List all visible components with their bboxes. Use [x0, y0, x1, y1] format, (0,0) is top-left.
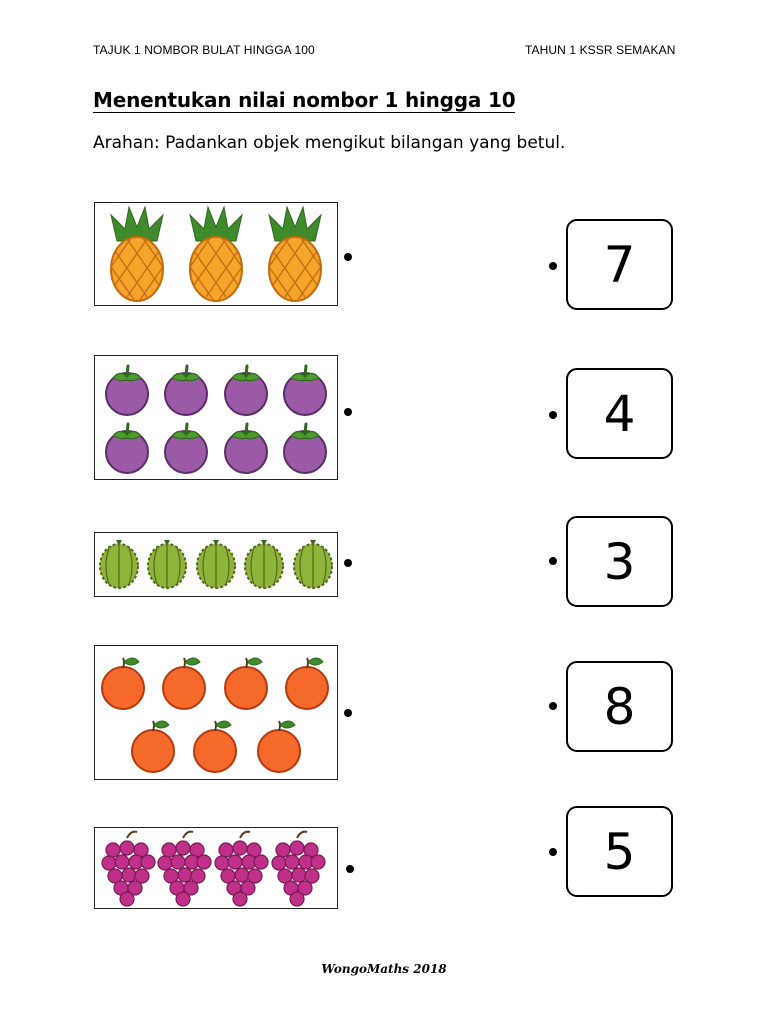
fruit-box-oranges[interactable] — [94, 645, 338, 780]
match-dot-left-3[interactable] — [344, 559, 352, 567]
match-dot-right-5[interactable] — [549, 848, 557, 856]
page-title: Menentukan nilai nombor 1 hingga 10 — [93, 88, 516, 112]
mangosteen-group — [95, 356, 337, 479]
mangosteen-icon — [106, 366, 148, 415]
grapes-group — [95, 828, 337, 908]
header-topic: TAJUK 1 NOMBOR BULAT HINGGA 100 — [93, 43, 315, 57]
durian-group — [95, 533, 337, 596]
durian-icon — [294, 540, 332, 588]
footer-credit: WongoMaths 2018 — [321, 962, 447, 976]
orange-icon — [258, 721, 300, 772]
number-box-5[interactable]: 5 — [566, 806, 673, 897]
orange-icon — [225, 658, 267, 709]
mangosteen-icon — [225, 424, 267, 473]
instruction-text: Arahan: Padankan objek mengikut bilangan yang betul. — [93, 133, 566, 153]
fruit-box-pineapples[interactable] — [94, 202, 338, 306]
match-dot-left-4[interactable] — [344, 709, 352, 717]
orange-icon — [132, 721, 174, 772]
mangosteen-icon — [106, 424, 148, 473]
fruit-box-grapes[interactable] — [94, 827, 338, 909]
orange-group — [95, 646, 337, 779]
match-dot-right-3[interactable] — [549, 557, 557, 565]
durian-icon — [245, 540, 283, 588]
number-box-3[interactable]: 3 — [566, 516, 673, 607]
match-dot-left-5[interactable] — [346, 865, 354, 873]
match-dot-right-1[interactable] — [549, 262, 557, 270]
grapes-icon — [215, 832, 268, 906]
number-box-2[interactable]: 4 — [566, 368, 673, 459]
mangosteen-icon — [284, 366, 326, 415]
pineapple-icon — [269, 207, 321, 301]
pineapple-icon — [190, 207, 242, 301]
grapes-icon — [102, 832, 155, 906]
mangosteen-icon — [165, 424, 207, 473]
mangosteen-icon — [284, 424, 326, 473]
match-dot-right-4[interactable] — [549, 702, 557, 710]
durian-icon — [197, 540, 235, 588]
durian-icon — [148, 540, 186, 588]
mangosteen-icon — [165, 366, 207, 415]
number-box-1[interactable]: 7 — [566, 219, 673, 310]
pineapple-group — [95, 203, 337, 305]
match-dot-right-2[interactable] — [549, 411, 557, 419]
fruit-box-mangosteens[interactable] — [94, 355, 338, 480]
grapes-icon — [272, 832, 325, 906]
number-box-4[interactable]: 8 — [566, 661, 673, 752]
header-grade: TAHUN 1 KSSR SEMAKAN — [525, 43, 676, 57]
match-dot-left-2[interactable] — [344, 408, 352, 416]
orange-icon — [102, 658, 144, 709]
fruit-box-durians[interactable] — [94, 532, 338, 597]
orange-icon — [163, 658, 205, 709]
grapes-icon — [158, 832, 211, 906]
durian-icon — [100, 540, 138, 588]
orange-icon — [194, 721, 236, 772]
match-dot-left-1[interactable] — [344, 253, 352, 261]
orange-icon — [286, 658, 328, 709]
mangosteen-icon — [225, 366, 267, 415]
pineapple-icon — [111, 207, 163, 301]
